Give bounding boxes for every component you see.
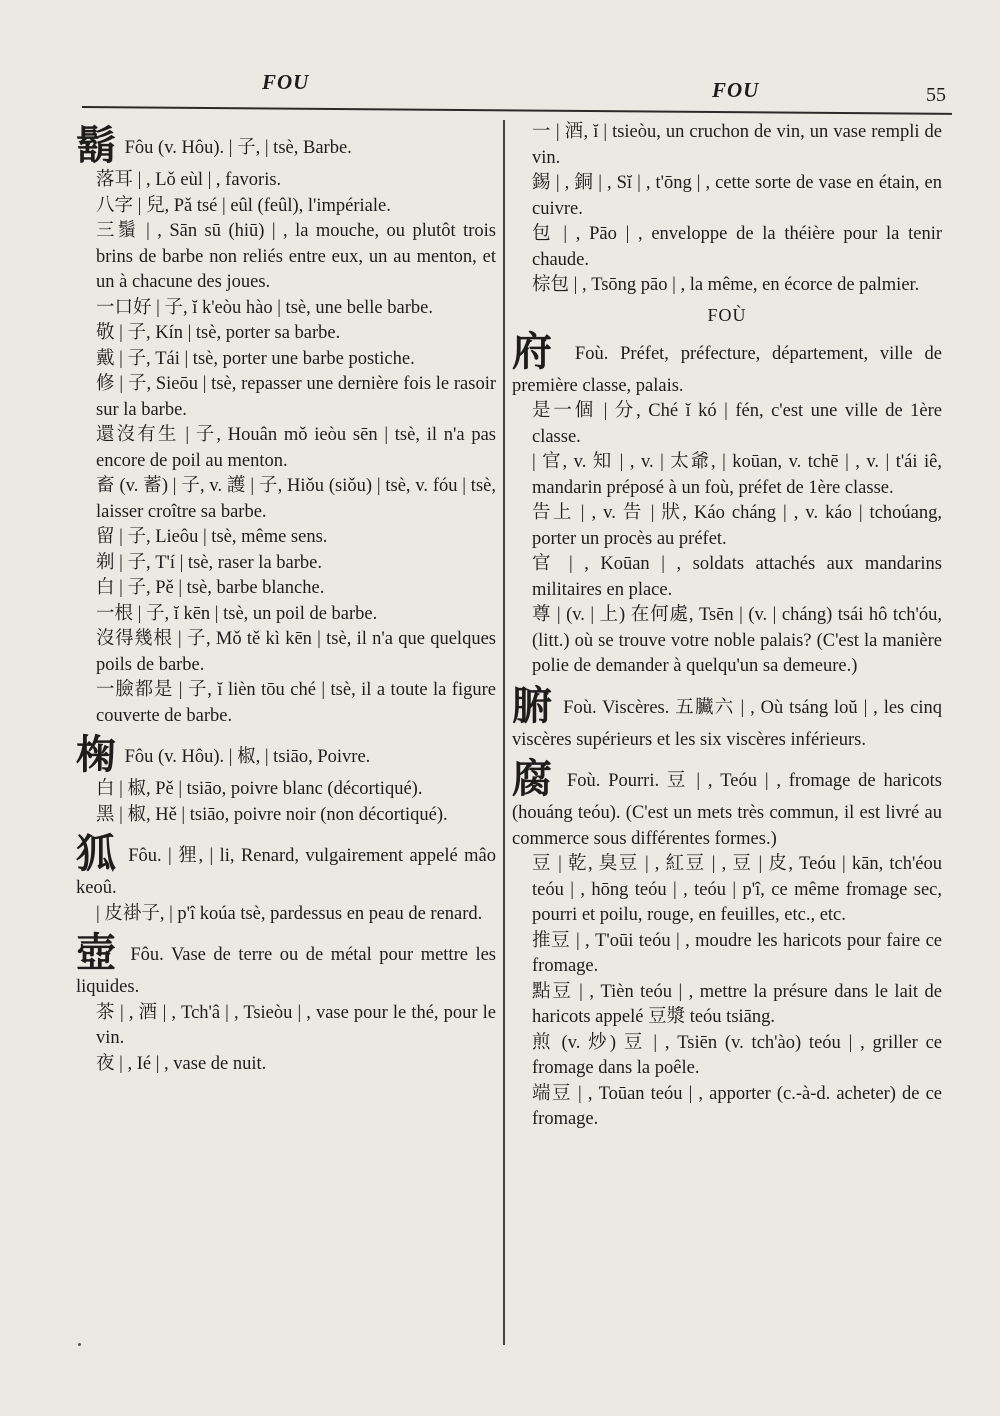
sub-entry: 留 | 子, Lieôu | tsè, même sens. xyxy=(96,527,328,547)
dictionary-entry: 府 Foù. Préfet, préfecture, département, ville de première classe, palais. xyxy=(512,328,942,396)
head-character: 椈 xyxy=(76,732,116,778)
section-heading: FOÙ xyxy=(707,304,747,325)
sub-entry: 三鬚 | , Sān sū (hiū) | , la mouche, ou plutôt trois brins de barbe non reliés entre eux, un au menton, et un à chacune des joues. xyxy=(96,221,496,292)
sub-entry: 一 | 酒, ĭ | tsieòu, un cruchon de vin, un vase rempli de vin. xyxy=(532,122,942,168)
sub-entry: 八字 | 兒, Pǎ tsé | eûl (feûl), l'impériale. xyxy=(96,195,391,216)
sub-entry: 白 | 子, Pě | tsè, barbe blanche. xyxy=(96,578,325,598)
header-rule xyxy=(82,106,952,115)
sub-entry: 推豆 | , T'oūi teóu | , moudre les haricots pour faire ce fromage. xyxy=(532,930,942,976)
sub-entry: 白 | 椒, Pě | tsiāo, poivre blanc (décortiqué). xyxy=(96,779,423,799)
sub-entry: 夜 | , Ié | , vase de nuit. xyxy=(96,1053,267,1074)
right-column xyxy=(512,120,942,1133)
sub-entry: 是一個 | 分, Ché ĭ kó | fén, c'est une ville de 1ère classe. xyxy=(532,401,942,447)
sub-entry: 一口好 | 子, ĭ k'eòu hào | tsè, une belle barbe. xyxy=(96,297,433,318)
sub-entry: | 皮褂子, | p'î koúa tsè, pardessus en peau de renard. xyxy=(96,903,483,924)
dictionary-entry: 壺 Fôu. Vase de terre ou de métal pour mettre les liquides. xyxy=(76,930,496,997)
sub-entry: 官 | , Koūan | , soldats attachés aux mandarins militaires en place. xyxy=(532,554,942,600)
column-divider xyxy=(503,120,505,1345)
dictionary-entry: 椈 Fôu (v. Hôu). | 椒, | tsiāo, Poivre. xyxy=(76,732,371,778)
sub-entry: 戴 | 子, Tái | tsè, porter une barbe postiche. xyxy=(96,348,415,369)
head-character: 腐 xyxy=(512,756,556,802)
sub-entry: 敬 | 子, Kín | tsè, porter sa barbe. xyxy=(96,323,341,343)
dictionary-entry: 腐 Foù. Pourri. 豆 | , Teóu | , fromage de haricots (houáng teóu). (C'est un mets très commun, il est livré au commerce sous différentes formes.) xyxy=(512,756,943,849)
sub-entry: 棕包 | , Tsōng pāo | , la même, en écorce de palmier. xyxy=(532,275,920,295)
print-speck xyxy=(78,1343,81,1346)
sub-entry: 沒得幾根 | 子, Mǒ tě kì kēn | tsè, il n'a que quelques poils de barbe. xyxy=(96,629,496,675)
sub-entry: 落耳 | , Lǒ eùl | , favoris. xyxy=(96,170,282,190)
sub-entry: 一根 | 子, ĭ kēn | tsè, un poil de barbe. xyxy=(96,603,378,624)
head-character: 府 xyxy=(512,328,560,375)
dictionary-entry: 腑 Foù. Viscères. 五臟六 | , Où tsáng loŭ | , les cinq viscères supérieurs et les six viscères inférieurs. xyxy=(512,682,942,750)
sub-entry: 修 | 子, Sieōu | tsè, repasser une dernière fois le rasoir sur la barbe. xyxy=(96,374,496,420)
sub-entry: 告上 | , v. 告 | 狀, Káo cháng | , v. káo | tchoúang, porter un procès au préfet. xyxy=(532,503,942,549)
left-running-head: FOU xyxy=(262,70,310,94)
page-number: 55 xyxy=(926,84,946,106)
sub-entry: 畜 (v. 蓄) | 子, v. 護 | 子, Hiǒu (siǒu) | tsè, v. fóu | tsè, laisser croître sa barbe. xyxy=(96,476,496,522)
head-character: 壺 xyxy=(76,930,119,976)
head-character: 狐 xyxy=(76,831,118,877)
sub-entry: 剃 | 子, T'í | tsè, raser la barbe. xyxy=(96,552,322,573)
head-character: 鬍 xyxy=(76,123,116,169)
sub-entry: 煎 (v. 炒) 豆 | , Tsiēn (v. tch'ào) teóu | , griller ce fromage dans la poêle. xyxy=(532,1032,942,1078)
sub-entry: 一臉都是 | 子, ĭ lièn tōu ché | tsè, il a toute la figure couverte de barbe. xyxy=(96,680,496,726)
sub-entry: 錫 | , 銅 | , Sĭ | , t'ōng | , cette sorte de vase en étain, en cuivre. xyxy=(532,173,942,219)
sub-entry: 端豆 | , Toūan teóu | , apporter (c.-à-d. acheter) de ce fromage. xyxy=(532,1083,942,1129)
sub-entry: 點豆 | , Tièn teóu | , mettre la présure dans le lait de haricots appelé 豆漿 teóu tsiāng. xyxy=(532,981,942,1027)
sub-entry: 黑 | 椒, Hě | tsiāo, poivre noir (non décortiqué). xyxy=(96,804,448,825)
sub-entry: 豆 | 乾, 臭豆 | , 紅豆 | , 豆 | 皮, Teóu | kān, tch'éou teóu | , hōng teóu | , teóu | p'î, ce même fromage sec, pourri et poilu, rouge, en feuilles, etc., etc. xyxy=(532,854,942,925)
sub-entry: 尊 | (v. | 上) 在何處, Tsēn | (v. | cháng) tsái hô tch'óu, (litt.) où se trouve votre noble palais? (C'est la manière polie de demander à quelqu'un sa demeure.) xyxy=(532,605,942,676)
sub-entry: 茶 | , 酒 | , Tch'â | , Tsieòu | , vase pour le thé, pour le vin. xyxy=(96,1002,496,1048)
right-running-head: FOU xyxy=(712,78,760,102)
sub-entry: 包 | , Pāo | , enveloppe de la théière pour la tenir chaude. xyxy=(532,224,942,270)
sub-entry: 還沒有生 | 子, Houân mǒ ieòu sēn | tsè, il n'a pas encore de poil au menton. xyxy=(96,425,496,471)
dictionary-entry: 狐 Fôu. | 狸, | li, Renard, vulgairement appelé mâo keoû. xyxy=(76,831,496,898)
head-character: 腑 xyxy=(512,682,554,729)
sub-entry: | 官, v. 知 | , v. | 太爺, | koūan, v. tchē | , v. | t'ái iê, mandarin préposé à un foù, préfet de 1ère classe. xyxy=(532,452,942,498)
dictionary-entry: 鬍 Fôu (v. Hôu). | 子, | tsè, Barbe. xyxy=(76,123,352,169)
left-column xyxy=(76,120,496,1077)
